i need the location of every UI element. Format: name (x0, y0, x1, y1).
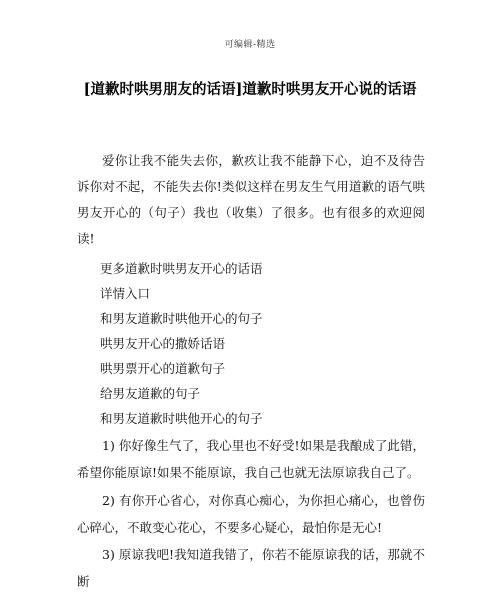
page-title: [道歉时哄男朋友的话语]道歉时哄男友开心说的话语 (83, 81, 417, 98)
related-links-list (100, 256, 263, 431)
related-link[interactable]: 和男友道歉时哄他开心的句子 (100, 411, 263, 426)
numbered-paragraph: 2) 有你开心省心，对你真心痴心，为你担心痛心，也曾伤心碎心，不敢变心花心，不要多心疑心，最怕你是无心! (77, 493, 425, 535)
related-link[interactable]: 详情入口 (100, 286, 151, 301)
intro-paragraph: 爱你让我不能失去你，歉疚让我不能静下心，迫不及待告诉你对不起，不能失去你!类似这样在男友生气用道歉的语气哄男友开心的（句子）我也（收集）了很多。也有很多的欢迎阅读! (77, 153, 425, 246)
numbered-paragraph: 1) 你好像生气了，我心里也不好受!如果是我酿成了此错，希望你能原谅!如果不能原谅，我自己也就无法原谅我自己了。 (77, 438, 425, 480)
related-link[interactable]: 更多道歉时哄男友开心的话语 (100, 261, 263, 276)
header-note: 可编辑-精选 (224, 40, 276, 50)
related-link[interactable]: 和男友道歉时哄他开心的句子 (100, 311, 263, 326)
related-link[interactable]: 哄男票开心的道歉句子 (100, 361, 226, 376)
numbered-paragraph: 3) 原谅我吧!我知道我错了，你若不能原谅我的话，那就不断 (77, 547, 425, 589)
related-link[interactable]: 哄男友开心的撒娇话语 (100, 336, 226, 351)
related-link[interactable]: 给男友道歉的句子 (100, 386, 201, 401)
